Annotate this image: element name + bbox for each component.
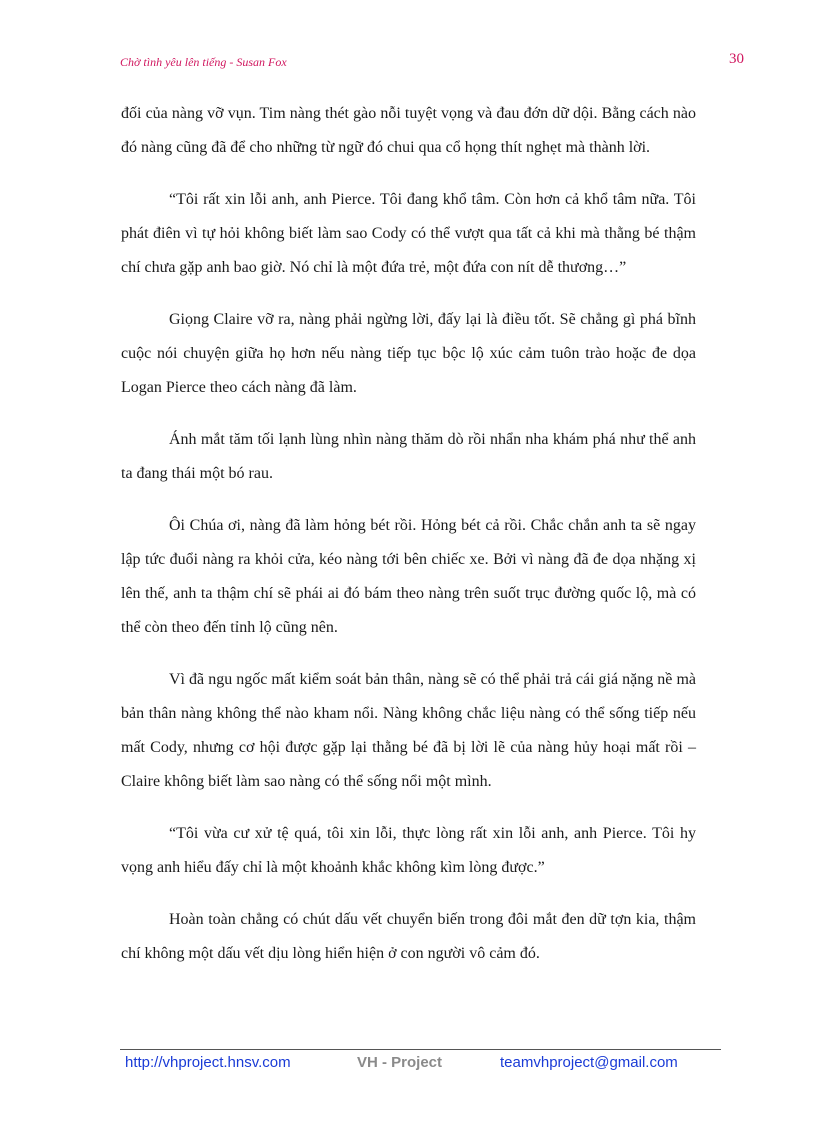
footer-website-link[interactable]: http://vhproject.hnsv.com	[125, 1054, 291, 1071]
paragraph-7: “Tôi vừa cư xử tệ quá, tôi xin lỗi, thực lòng rất xin lỗi anh, anh Pierce. Tôi hy vọng anh hiểu đấy chỉ là một khoảnh khắc không kìm lòng được.”	[121, 825, 696, 876]
paragraph-3: Giọng Claire vỡ ra, nàng phải ngừng lời, đấy lại là điều tốt. Sẽ chẳng gì phá bĩnh cuộc nói chuyện giữa họ hơn nếu nàng tiếp tục bộc lộ xúc cảm tuôn trào hoặc đe dọa Logan Pierce theo cách nàng đã làm.	[121, 311, 696, 396]
footer-project-name: VH - Project	[357, 1054, 443, 1071]
footer-email-link[interactable]: teamvhproject@gmail.com	[500, 1054, 678, 1071]
paragraph-4: Ánh mắt tăm tối lạnh lùng nhìn nàng thăm dò rồi nhẩn nha khám phá như thể anh ta đang thái một bó rau.	[121, 431, 696, 482]
running-header-title: Chờ tình yêu lên tiếng - Susan Fox	[120, 55, 287, 69]
page-body	[121, 97, 696, 989]
footer-divider	[120, 1049, 721, 1050]
paragraph-1: đối của nàng vỡ vụn. Tim nàng thét gào nỗi tuyệt vọng và đau đớn dữ dội. Bằng cách nào đó nàng cũng đã để cho những từ ngữ đó chui qua cổ họng thít nghẹt mà thành lời.	[121, 105, 696, 156]
paragraph-8: Hoàn toàn chẳng có chút dấu vết chuyển biến trong đôi mắt đen dữ tợn kia, thậm chí không một dấu vết dịu lòng hiển hiện ở con người vô cảm đó.	[121, 911, 696, 962]
page-number: 30	[729, 51, 744, 67]
paragraph-5: Ôi Chúa ơi, nàng đã làm hỏng bét rồi. Hỏng bét cả rồi. Chắc chắn anh ta sẽ ngay lập tức đuổi nàng ra khỏi cửa, kéo nàng tới bên chiếc xe. Bởi vì nàng đã đe dọa nhặng xị lên thế, anh ta thậm chí sẽ phái ai đó bám theo nàng trên suốt trục đường quốc lộ, mà có thể còn theo đến tỉnh lộ cũng nên.	[121, 517, 696, 636]
paragraph-2: “Tôi rất xin lỗi anh, anh Pierce. Tôi đang khổ tâm. Còn hơn cả khổ tâm nữa. Tôi phát điên vì tự hỏi không biết làm sao Cody có thể vượt qua tất cả khi mà thằng bé thậm chí chưa gặp anh bao giờ. Nó chỉ là một đứa trẻ, một đứa con nít dễ thương…”	[121, 191, 696, 276]
paragraph-6: Vì đã ngu ngốc mất kiểm soát bản thân, nàng sẽ có thể phải trả cái giá nặng nề mà bản thân nàng không thể nào kham nổi. Nàng không chắc liệu nàng có thể sống tiếp nếu mất Cody, nhưng cơ hội được gặp lại thằng bé đã bị lời lẽ của nàng hủy hoại mất rồi – Claire không biết làm sao nàng có thể sống nổi một mình.	[121, 671, 696, 790]
